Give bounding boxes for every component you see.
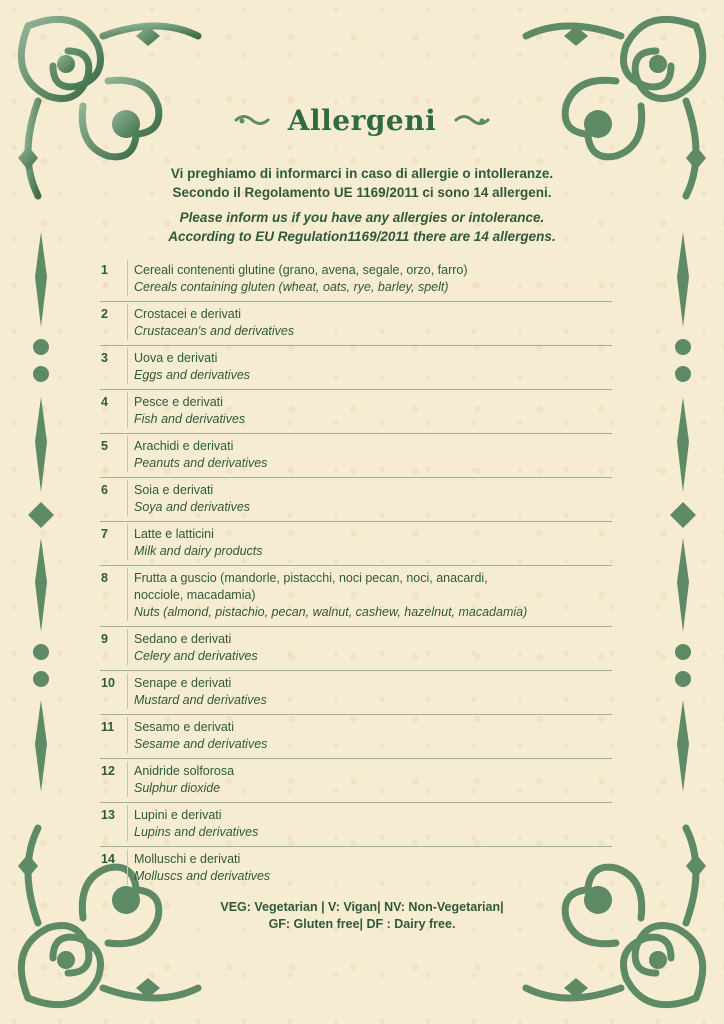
side-ornament-icon [668,232,698,792]
item-number: 4 [101,395,108,409]
item-english: Celery and derivatives [134,649,258,663]
list-item [100,390,612,434]
item-english: Crustacean's and derivatives [134,324,295,338]
item-number: 6 [101,483,108,497]
list-item [100,478,612,522]
item-number: 5 [101,439,108,453]
list-item [100,566,612,627]
title-row [0,100,724,140]
page-title: Allergeni [287,103,437,137]
list-item [100,671,612,715]
diet-legend-line: VEG: Vegetarian | V: Vigan| NV: Non-Vegetarian| [220,900,504,914]
item-italian: Arachidi e derivati [134,439,234,453]
item-number: 13 [101,808,115,822]
item-english: Cereals containing gluten (wheat, oats, rye, barley, spelt) [134,280,449,294]
item-number: 14 [101,852,115,866]
scroll-flourish-icon [234,113,270,127]
list-item [100,715,612,759]
item-english: Eggs and derivatives [134,368,251,382]
list-item [100,346,612,390]
item-italian: Lupini e derivati [134,808,222,822]
item-english: Nuts (almond, pistachio, pecan, walnut, cashew, hazelnut, macadamia) [134,605,528,619]
intro-italian [0,164,724,202]
item-english: Soya and derivatives [134,500,251,514]
item-number: 3 [101,351,108,365]
item-number: 11 [101,720,115,734]
item-italian: Latte e latticini [134,527,214,541]
item-english: Peanuts and derivatives [134,456,268,470]
intro-line: Please inform us if you have any allergies or intolerance. [179,210,545,225]
item-italian: Pesce e derivati [134,395,223,409]
item-english: Molluscs and derivatives [134,869,271,883]
item-italian: Cereali contenenti glutine (grano, avena, segale, orzo, farro) [134,263,468,277]
item-number: 2 [101,307,108,321]
item-english: Mustard and derivatives [134,693,267,707]
intro-line: Vi preghiamo di informarci in caso di allergie o intolleranze. [170,166,554,181]
item-english: Milk and dairy products [134,544,263,558]
item-italian: Senape e derivati [134,676,232,690]
item-number: 8 [101,571,108,585]
item-italian: Soia e derivati [134,483,214,497]
item-number: 1 [101,263,108,277]
list-item [100,759,612,803]
list-item [100,258,612,302]
item-number: 10 [101,676,115,690]
side-ornament-icon [26,232,56,792]
item-english: Fish and derivatives [134,412,246,426]
list-item [100,627,612,671]
allergen-list [100,258,612,890]
diet-legend-line: GF: Gluten free| DF : Dairy free. [268,917,456,931]
item-italian: Uova e derivati [134,351,218,365]
item-english: Lupins and derivatives [134,825,259,839]
intro-english [0,208,724,246]
list-item [100,302,612,346]
intro-line: Secondo il Regolamento UE 1169/2011 ci sono 14 allergeni. [172,185,552,200]
item-english: Sesame and derivatives [134,737,268,751]
item-number: 12 [101,764,115,778]
item-number: 9 [101,632,108,646]
list-item [100,434,612,478]
item-italian: Crostacei e derivati [134,307,241,321]
item-italian-continued: nocciole, macadamia) [134,588,256,602]
list-item [100,522,612,566]
intro-line: According to EU Regulation1169/2011 there are 14 allergens. [168,229,556,244]
item-english: Sulphur dioxide [134,781,221,795]
item-italian: Sesamo e derivati [134,720,235,734]
list-item [100,847,612,890]
item-italian: Molluschi e derivati [134,852,241,866]
scroll-flourish-icon [454,113,490,127]
item-italian: Frutta a guscio (mandorle, pistacchi, noci pecan, noci, anacardi, [134,571,488,585]
item-italian: Sedano e derivati [134,632,232,646]
list-item [100,803,612,847]
item-italian: Anidride solforosa [134,764,235,778]
item-number: 7 [101,527,108,541]
